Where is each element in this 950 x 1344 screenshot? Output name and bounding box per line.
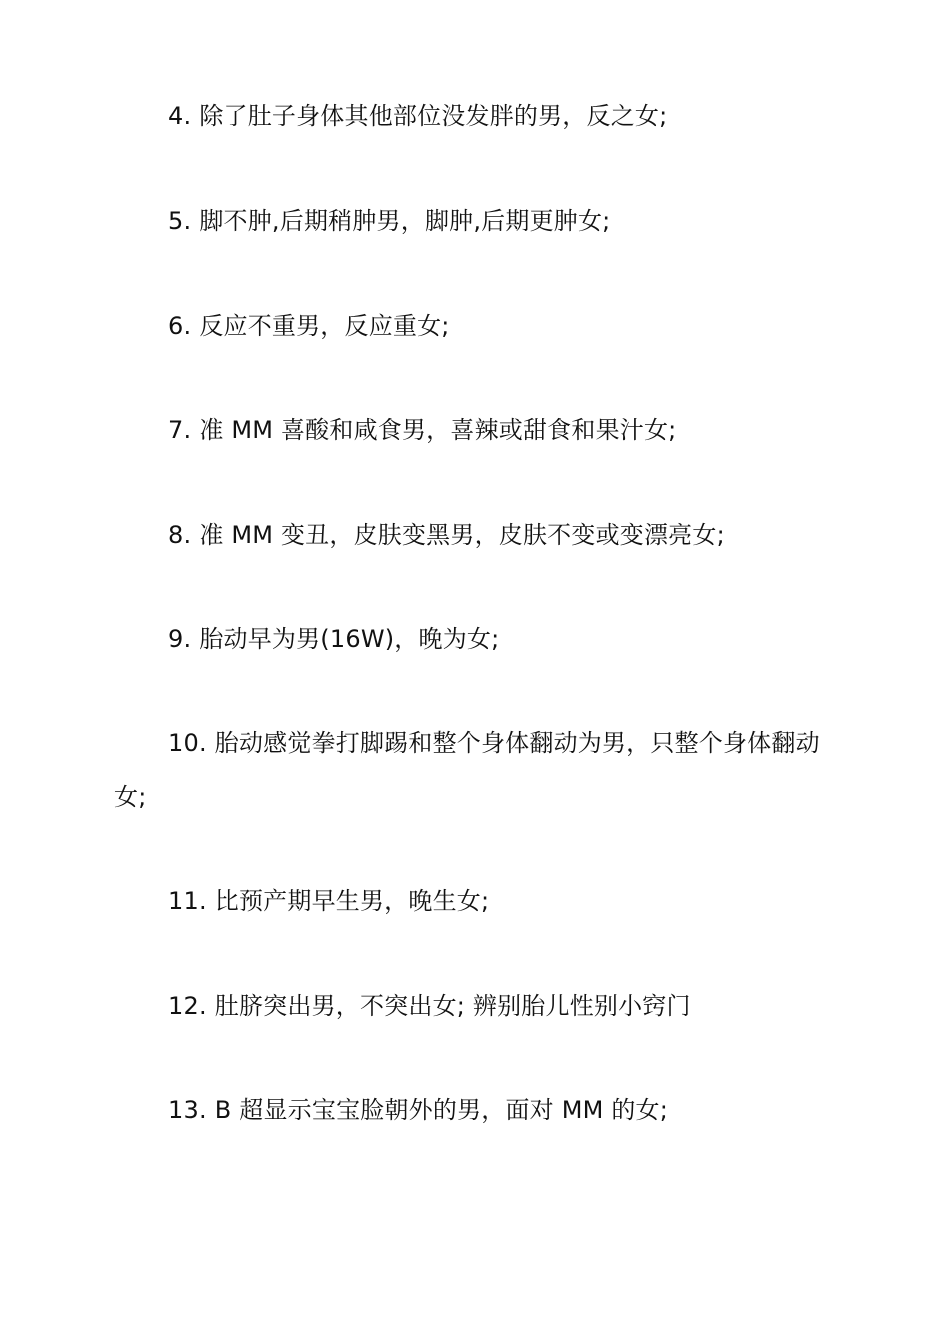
item-number: 11.	[168, 887, 207, 915]
list-item	[114, 194, 824, 248]
item-number: 12.	[168, 992, 207, 1020]
item-text: 准 MM 变丑，皮肤变黑男，皮肤不变或变漂亮女;	[199, 521, 725, 549]
item-text: 脚不肿,后期稍肿男，脚肿,后期更肿女;	[199, 207, 611, 235]
item-number: 10.	[168, 729, 207, 757]
item-number: 8.	[168, 521, 192, 549]
item-number: 9.	[168, 625, 192, 653]
list-item	[114, 299, 824, 353]
item-text: 准 MM 喜酸和咸食男，喜辣或甜食和果汁女;	[199, 416, 677, 444]
item-text: 比预产期早生男，晚生女;	[214, 887, 490, 915]
list-item	[114, 403, 824, 457]
item-text: 反应不重男，反应重女;	[199, 312, 450, 340]
item-number: 7.	[168, 416, 192, 444]
list-item	[114, 1083, 824, 1137]
item-number: 6.	[168, 312, 192, 340]
item-text: 胎动早为男(16W)，晚为女;	[199, 625, 500, 653]
list-item	[114, 508, 824, 562]
list-item	[114, 874, 824, 928]
list-item	[114, 716, 824, 824]
list-item	[114, 612, 824, 666]
item-text: 除了肚子身体其他部位没发胖的男，反之女;	[199, 102, 668, 130]
item-number: 5.	[168, 207, 192, 235]
item-text: 胎动感觉拳打脚踢和整个身体翻动为男，只整个身体翻动女;	[114, 729, 820, 811]
list-item	[114, 979, 824, 1033]
item-text: 肚脐突出男，不突出女; 辨别胎儿性别小窍门	[214, 992, 691, 1020]
item-text: B 超显示宝宝脸朝外的男，面对 MM 的女;	[214, 1096, 669, 1124]
item-number: 13.	[168, 1096, 207, 1124]
list-item	[114, 89, 824, 143]
item-number: 4.	[168, 102, 192, 130]
